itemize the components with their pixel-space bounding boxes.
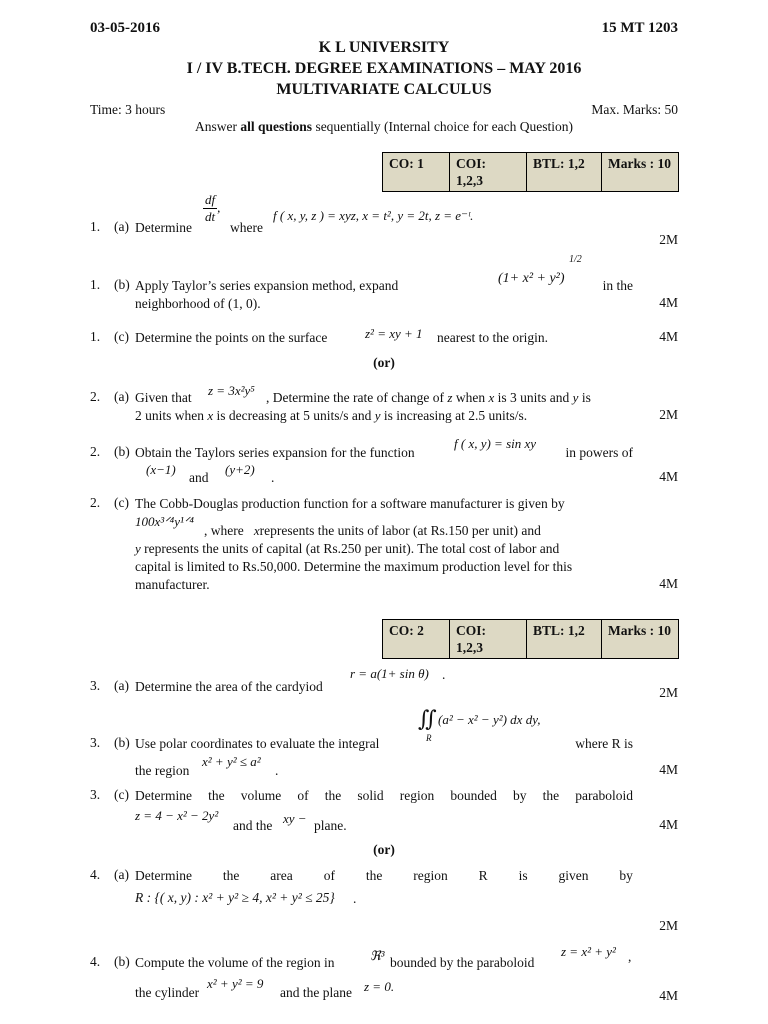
marks-cell: Marks : 10 bbox=[602, 153, 679, 192]
question-text: . bbox=[353, 891, 357, 906]
question-number: 4. bbox=[90, 867, 101, 882]
question-text: where R is bbox=[575, 736, 633, 751]
question-part: (b) bbox=[114, 954, 130, 969]
marks-cell: Marks : 10 bbox=[602, 620, 679, 659]
question-text: , where xrepresents the units of labor (at Rs.150 per unit) and bbox=[204, 523, 541, 538]
math-expression: R : {( x, y) : x² + y² ≥ 4, x² + y² ≤ 25} bbox=[135, 890, 335, 905]
question-text: Given that bbox=[135, 390, 192, 405]
marks: 4M bbox=[659, 329, 678, 344]
question-text: . bbox=[275, 763, 279, 778]
max-marks-label: Max. Marks: 50 bbox=[591, 102, 678, 117]
question-number: 1. bbox=[90, 219, 101, 234]
question-text: manufacturer. bbox=[135, 577, 210, 592]
question-text: capital is limited to Rs.50,000. Determine the maximum production level for this bbox=[135, 559, 573, 574]
marks: 4M bbox=[659, 988, 678, 1003]
math-expression: f ( x, y, z ) = xyz, x = t², y = 2t, z = e⁻ᵗ. bbox=[273, 208, 474, 223]
question-part: (c) bbox=[114, 495, 129, 510]
double-integral-symbol: ∬ bbox=[418, 706, 437, 731]
or-separator: (or) bbox=[373, 355, 395, 370]
question-text: , Determine the rate of change of z when x is 3 units and y is bbox=[266, 390, 591, 405]
question-text: the region bbox=[135, 763, 190, 778]
marks: 4M bbox=[659, 295, 678, 310]
math-expression: (1+ x² + y²) bbox=[498, 271, 565, 286]
exam-title: I / IV B.TECH. DEGREE EXAMINATIONS – MAY 2016 bbox=[186, 60, 582, 77]
question-text: nearest to the origin. bbox=[437, 330, 548, 345]
marks: 4M bbox=[659, 576, 678, 591]
math-expression: z² = xy + 1 bbox=[365, 326, 423, 341]
math-expression: r = a(1+ sin θ) bbox=[350, 666, 429, 681]
derivative-fraction: $\frac{df}{dt}$ , bbox=[205, 192, 221, 224]
question-text: Determine the points on the surface bbox=[135, 330, 328, 345]
math-expression: (y+2) bbox=[225, 462, 255, 477]
subject-title: MULTIVARIATE CALCULUS bbox=[276, 81, 492, 98]
question-text: . bbox=[442, 667, 446, 682]
exam-date: 03-05-2016 bbox=[90, 20, 160, 36]
question-part: (c) bbox=[114, 787, 129, 802]
question-text: The Cobb-Douglas production function for a software manufacturer is given by bbox=[135, 496, 565, 511]
question-text: Use polar coordinates to evaluate the integral bbox=[135, 736, 380, 751]
math-expression: z = 3x²y⁵ bbox=[208, 383, 255, 398]
co-cell: CO: 2 bbox=[383, 620, 450, 659]
time-label: Time: 3 hours bbox=[90, 102, 166, 117]
coi-cell: COI: 1,2,3 bbox=[450, 620, 527, 659]
question-number: 3. bbox=[90, 678, 101, 693]
question-number: 3. bbox=[90, 735, 101, 750]
question-number: 2. bbox=[90, 495, 101, 510]
question-text: Determine bbox=[135, 220, 192, 235]
course-code: 15 MT 1203 bbox=[601, 20, 678, 36]
question-part: (a) bbox=[114, 219, 129, 234]
question-text: plane. bbox=[314, 818, 347, 833]
question-text: and the bbox=[233, 818, 273, 833]
or-separator: (or) bbox=[373, 842, 395, 857]
question-text: Compute the volume of the region in bbox=[135, 955, 335, 970]
question-text: Determine the area of the cardyiod bbox=[135, 679, 323, 694]
question-text: Determine the volume of the solid region bounded by the paraboloid bbox=[135, 788, 633, 803]
marks: 4M bbox=[659, 817, 678, 832]
marks: 2M bbox=[659, 407, 678, 422]
question-text: Obtain the Taylors series expansion for the function bbox=[135, 445, 415, 460]
marks: 4M bbox=[659, 762, 678, 777]
question-text: Determine the area of the region R is given by bbox=[135, 868, 633, 883]
question-text: bounded by the paraboloid bbox=[390, 955, 535, 970]
marks: 2M bbox=[659, 232, 678, 247]
question-part: (b) bbox=[114, 277, 130, 292]
math-expression: (x−1) bbox=[146, 462, 176, 477]
question-number: 3. bbox=[90, 787, 101, 802]
math-exponent: 1/2 bbox=[569, 254, 582, 265]
question-number: 1. bbox=[90, 277, 101, 292]
coi-cell: COI: 1,2,3 bbox=[450, 153, 527, 192]
math-expression: x² + y² ≤ a² bbox=[202, 754, 261, 769]
marks: 2M bbox=[659, 918, 678, 933]
question-text: Apply Taylor’s series expansion method, expand bbox=[135, 278, 399, 293]
question-number: 1. bbox=[90, 329, 101, 344]
question-part: (b) bbox=[114, 444, 130, 459]
marks: 4M bbox=[659, 469, 678, 484]
co-table-1 bbox=[382, 152, 679, 192]
question-text: where bbox=[230, 220, 263, 235]
question-part: (b) bbox=[114, 735, 130, 750]
math-expression: z = x² + y² bbox=[561, 944, 616, 959]
co-table-2 bbox=[382, 619, 679, 659]
question-text: y represents the units of capital (at Rs.250 per unit). The total cost of labor and bbox=[135, 541, 560, 556]
math-expression: ℜ³ bbox=[370, 948, 385, 963]
question-number: 2. bbox=[90, 444, 101, 459]
math-expression: f ( x, y) = sin xy bbox=[454, 436, 537, 451]
question-number: 2. bbox=[90, 389, 101, 404]
university-title: K L UNIVERSITY bbox=[318, 39, 450, 56]
question-part: (a) bbox=[114, 389, 129, 404]
math-expression: z = 4 − x² − 2y² bbox=[135, 808, 219, 823]
question-text: in powers of bbox=[565, 445, 633, 460]
co-cell: CO: 1 bbox=[383, 153, 450, 192]
question-text: the cylinder bbox=[135, 985, 200, 1000]
math-expression: xy − bbox=[283, 811, 307, 826]
question-part: (a) bbox=[114, 678, 129, 693]
math-expression: (a² − x² − y²) dx dy, bbox=[438, 712, 541, 727]
math-expression: x² + y² = 9 bbox=[207, 976, 264, 991]
question-text: and the plane bbox=[280, 985, 352, 1000]
marks: 2M bbox=[659, 685, 678, 700]
instructions: Answer all questions sequentially (Internal choice for each Question) bbox=[195, 119, 573, 134]
question-part: (a) bbox=[114, 867, 129, 882]
btl-cell: BTL: 1,2 bbox=[527, 620, 602, 659]
btl-cell: BTL: 1,2 bbox=[527, 153, 602, 192]
question-text: in the bbox=[602, 278, 633, 293]
question-text: neighborhood of (1, 0). bbox=[135, 296, 261, 311]
math-expression: z = 0. bbox=[364, 979, 395, 994]
question-number: 4. bbox=[90, 954, 101, 969]
question-text: . bbox=[271, 470, 275, 485]
integral-region: R bbox=[426, 733, 432, 743]
question-text: and bbox=[189, 470, 209, 485]
question-text: 2 units when x is decreasing at 5 units/s and y is increasing at 2.5 units/s. bbox=[135, 408, 528, 423]
math-expression: 100x³ᐟ⁴y¹ᐟ⁴ bbox=[135, 514, 194, 529]
question-text: , bbox=[628, 949, 632, 964]
question-part: (c) bbox=[114, 329, 129, 344]
